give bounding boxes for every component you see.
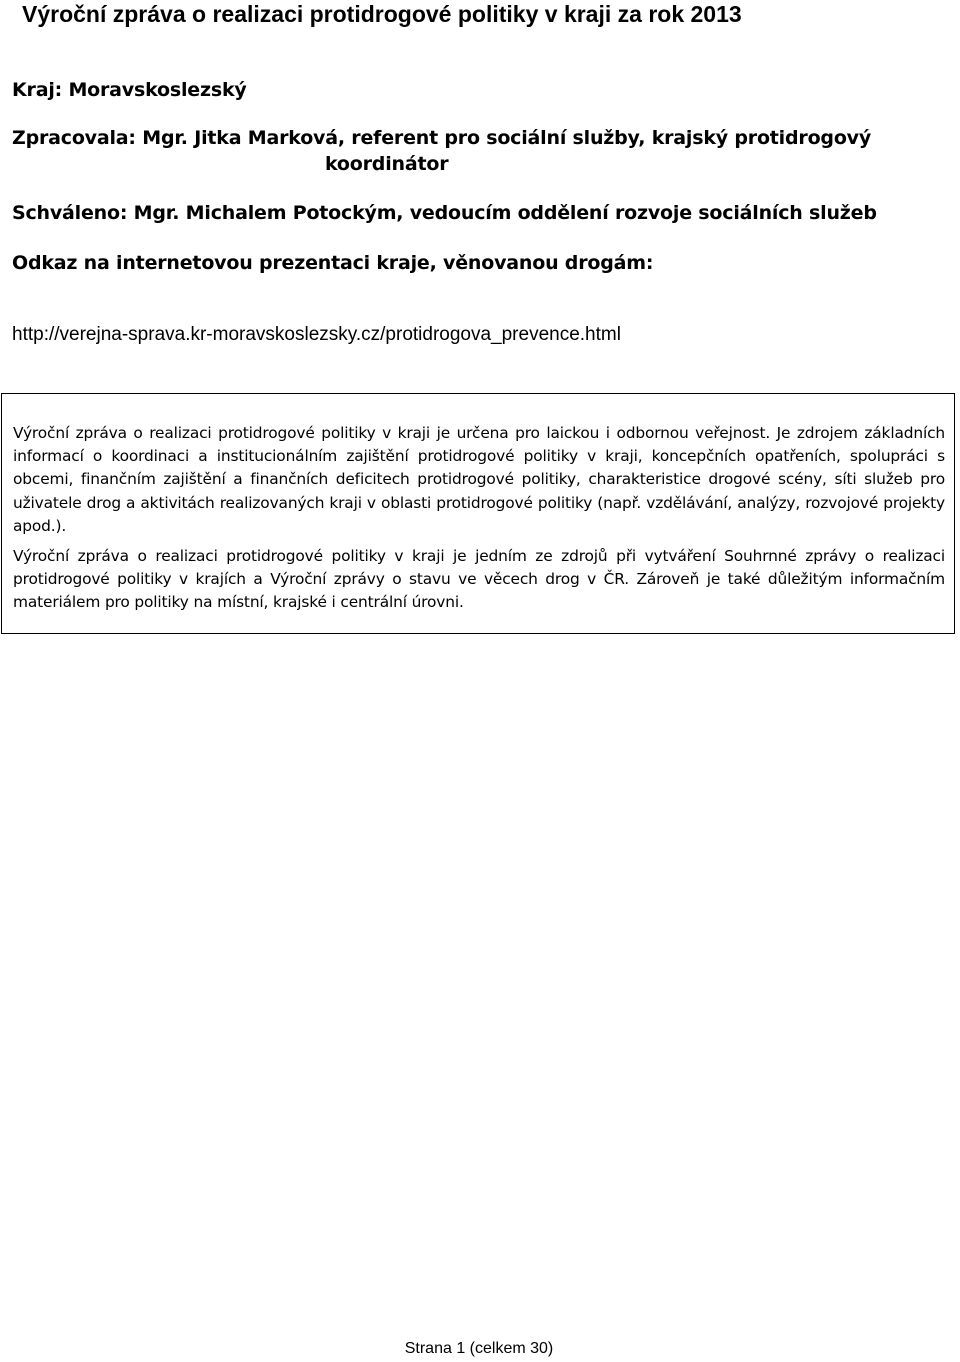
link-label: Odkaz na internetovou prezentaci kraje, věnovanou drogám: [12, 252, 654, 274]
summary-paragraph-1: Výroční zpráva o realizaci protidrogové politiky v kraji je určena pro laickou i odbornou veřejnost. Je zdrojem základních informací o koordinaci a institucionálním zajištění protidrogové politiky v kraji, koncepčních opatřeních, spolupráci s obcemi, finančním zajištění a finančních deficitech protidrogové politiky, charakteristice drogové scény, síti služeb pro uživatele drog a aktivitách realizovaných kraji v oblasti protidrogové politiky (např. vzdělávání, analýzy, rozvojové projekty apod.). [13, 424, 945, 535]
region-line: Kraj: Moravskoslezský [12, 79, 247, 101]
document-title: Výroční zpráva o realizaci protidrogové politiky v kraji za rok 2013 [22, 1, 742, 27]
summary-paragraph-2: Výroční zpráva o realizaci protidrogové politiky v kraji je jedním ze zdrojů při vytváření Souhrnné zprávy o realizaci protidrogové politiky v krajích a Výroční zprávy o stavu ve věcech drog v ČR. Zároveň je také důležitým informačním materiálem pro politiky na místní, krajské i centrální úrovni. [13, 547, 945, 612]
summary-box [1, 393, 955, 634]
approved-by-line: Schváleno: Mgr. Michalem Potockým, vedoucím oddělení rozvoje sociálních služeb [12, 202, 877, 224]
website-url-link[interactable]: http://verejna-sprava.kr-moravskoslezsky.cz/protidrogova_prevence.html [12, 324, 621, 345]
page-number: Strana 1 (celkem 30) [404, 1340, 554, 1357]
prepared-by-line: Zpracovala: Mgr. Jitka Marková, referent pro sociální služby, krajský protidrogový [12, 127, 872, 149]
prepared-by-line-continuation: koordinátor [325, 153, 449, 175]
